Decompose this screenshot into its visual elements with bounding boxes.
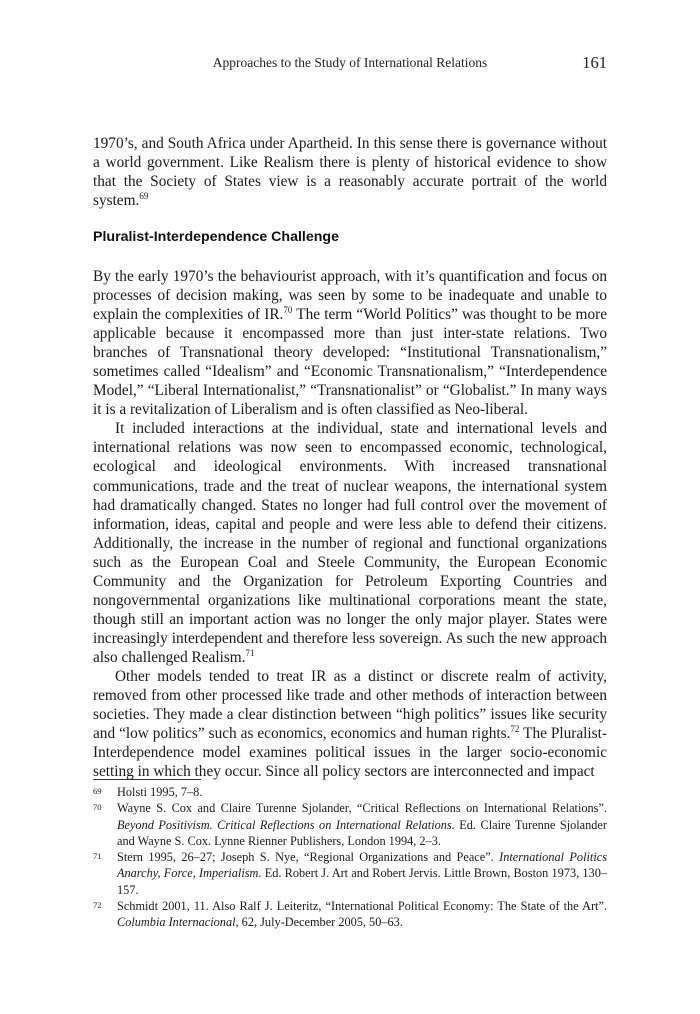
footnote-italic-title: International Politics Anarchy, Force, Imperialism (117, 850, 607, 881)
paragraph-3-text-b: The Pluralist-Interdependence model examines political issues in the larger socio-economic setting in which they occur. Since all policy sectors are interconnected and impact (93, 725, 607, 781)
footnote-72 (93, 898, 607, 931)
paragraph-2 (93, 419, 607, 667)
footnote-text-part: . Ed. Robert J. Art and Robert Jervis. Little Brown, Boston 1973, 130–157. (117, 866, 607, 897)
footnote-text-part: 62, July-December 2005, 50–63. (238, 915, 403, 930)
intro-block (93, 134, 607, 210)
footnote-text-part: Holsti 1995, 7–8. (117, 785, 203, 799)
footnote-italic-title: Columbia Internacional, (117, 915, 239, 930)
footnote-text (117, 849, 607, 898)
footnote-number: 71 (93, 851, 102, 862)
section-body (93, 267, 607, 781)
footnote-ref-72[interactable]: 72 (510, 724, 520, 735)
footnote-ref-69[interactable]: 69 (139, 191, 149, 202)
paragraph-1-text-b: The term “World Politics” was thought to be more applicable because it encompassed more than just inter-state relations. Two branches of Transnational theory developed: “Institutional Transnationalism,” sometimes called “Idealism” and “Economic Transnationalism,” “Interdependence Model,” “Liberal Internationalist,” “Transnationalist” or “Globalist.” In many ways it is a revitalization of Liberalism and is often classified as Neo-liberal. (93, 306, 607, 419)
footnote-number: 70 (93, 802, 102, 813)
footnote-text-part: Wayne S. Cox and Claire Turenne Sjolander, “Critical Reflections on International Relations”. (117, 801, 607, 816)
footnote-70 (93, 800, 607, 849)
paragraph-1 (93, 267, 607, 419)
paragraph-3 (93, 667, 607, 781)
footnote-69 (93, 784, 607, 800)
footnote-ref-71[interactable]: 71 (245, 647, 255, 658)
footnote-number: 72 (93, 900, 102, 911)
running-title: Approaches to the Study of International Relations (212, 55, 488, 70)
intro-paragraph-text: 1970’s, and South Africa under Apartheid. In this sense there is governance without a world government. Like Realism there is plenty of historical evidence to show that the Society of States view is a reasonably accurate portrait of the world system. (93, 135, 607, 210)
paragraph-1-text-a: By the early 1970’s the behaviourist approach, with it’s quantification and focus on processes of decision making, was seen by some to be inadequate and unable to explain the complexities of IR. (93, 268, 607, 324)
footnotes (93, 784, 607, 931)
footnote-text (117, 898, 607, 931)
running-header (0, 53, 700, 73)
footnote-number: 69 (93, 786, 102, 796)
page-number: 161 (582, 53, 607, 72)
footnote-italic-title: Beyond Positivism. Critical Reflections on International Relations. (117, 817, 455, 832)
footnote-text-part: Ed. Claire Turenne Sjolander and Wayne S. Cox. Lynne Rienner Publishers, London 1994, 2–3. (117, 817, 607, 848)
footnote-text (117, 784, 607, 800)
footnote-ref-70[interactable]: 70 (283, 305, 293, 316)
intro-paragraph (93, 134, 607, 210)
footnote-divider (93, 779, 201, 780)
footnote-text (117, 800, 607, 849)
paragraph-2-text: It included interactions at the individual, state and international levels and international relations was now seen to encompassed economic, technological, ecological and ideological environments. With increased transnational communications, trade and the treat of nuclear weapons, the international system had dramatically changed. States no longer had full control over the movement of information, ideas, capital and people and were less able to defend their citizens. Additionally, the increase in the number of regional and functional organizations such as the European Coal and Steele Community, the European Economic Community and the Organization for Petroleum Exporting Countries and nongovernmental organizations like multinational corporations meant the state, though still an important action was no longer the only major player. States were increasingly interdependent and therefore less sovereign. As such the new approach also challenged Realism. (93, 420, 607, 666)
paragraph-3-text-a: Other models tended to treat IR as a distinct or discrete realm of activity, removed from other processed like trade and other methods of interaction between societies. They made a clear distinction between “high politics” issues like security and “low politics” such as economics, economics and human rights. (93, 667, 607, 743)
footnote-text-part: Schmidt 2001, 11. Also Ralf J. Leiteritz, “International Political Economy: The State of the Art”. (117, 899, 607, 914)
footnote-71 (93, 849, 607, 898)
footnote-text-part: Stern 1995, 26–27; Joseph S. Nye, “Regional Organizations and Peace”. (117, 850, 500, 865)
section-heading: Pluralist-Interdependence Challenge (93, 229, 339, 245)
